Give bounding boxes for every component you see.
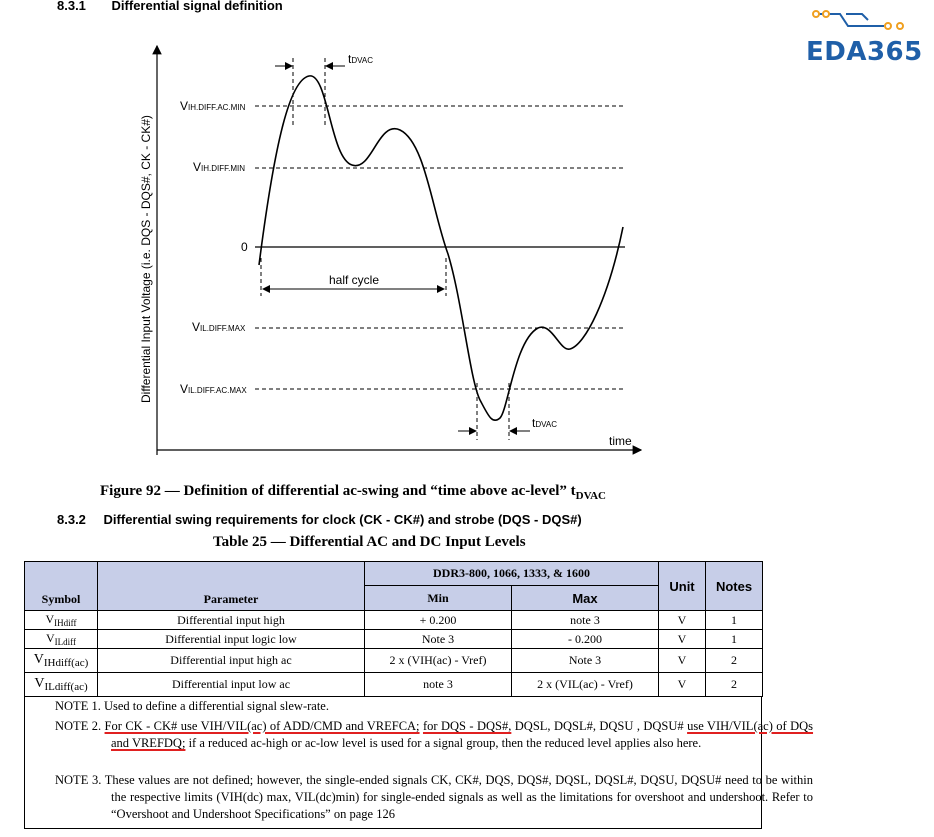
note-2 <box>55 718 813 752</box>
min-cell: note 3 <box>365 673 512 697</box>
header-symbol: Symbol <box>25 562 98 611</box>
note-text: These values are not defined; however, the single-ended signals CK, CK#, DQS, DQS#, DQSL, DQSL#, DQSU, DQSU# need to be within the respective limits (VIH(dc) max, VIL(dc)min) for single-ended signals as well as the limitations for overshoot and undershoot. Refer to “Overshoot and Undershoot Specifications” on page 126 <box>104 773 813 821</box>
figure-caption: Figure 92 — Definition of differential ac-swing and “time above ac-level” $t_{DVAC}$ <box>100 483 606 502</box>
parameter-cell: Differential input logic low <box>98 630 365 649</box>
x-axis-label: time <box>609 434 632 448</box>
note-2-dqs-text: for DQS - DQS#, <box>422 719 512 733</box>
section-8-3-2-heading <box>57 512 582 527</box>
symbol-cell: $V_{ILdiff}$ <box>25 630 98 649</box>
unit-cell: V <box>659 630 706 649</box>
table-row <box>25 630 763 649</box>
header-parameter: Parameter <box>98 562 365 611</box>
min-cell: + 0.200 <box>365 611 512 630</box>
table-caption: Table 25 — Differential AC and DC Input Levels <box>213 534 526 550</box>
min-cell: Note 3 <box>365 630 512 649</box>
section-title: Differential signal definition <box>111 0 283 13</box>
note-label: NOTE 3. <box>55 773 102 787</box>
unit-cell: V <box>659 673 706 697</box>
table-row <box>25 611 763 630</box>
note-2-reduced-text: if a reduced ac-high or ac-low level is used for a signal group, then the reduced level applies also here. <box>188 736 702 750</box>
logo-text: EDA365 <box>806 37 923 67</box>
note-label: NOTE 1. <box>55 699 101 713</box>
header-speed-grades: DDR3-800, 1066, 1333, & 1600 <box>365 562 659 586</box>
notes-cell: 1 <box>706 630 763 649</box>
section-number: 8.3.1 <box>57 0 86 13</box>
min-cell: 2 x (VIH(ac) - Vref) <box>365 649 512 673</box>
note-1 <box>55 698 757 715</box>
tdvac-top-label: tDVAC <box>348 52 373 66</box>
parameter-cell: Differential input high ac <box>98 649 365 673</box>
table-notes <box>24 697 814 829</box>
header-max: Max <box>512 586 659 611</box>
differential-waveform <box>259 76 623 420</box>
differential-levels-table <box>24 561 763 697</box>
notes-cell: 2 <box>706 649 763 673</box>
header-notes: Notes <box>706 562 763 611</box>
note-text: Used to define a differential signal slew-rate. <box>103 699 329 713</box>
unit-cell: V <box>659 649 706 673</box>
table-row <box>25 649 763 673</box>
note-2-dqsl-text: DQSL, DQSL#, DQSU , DQSU# <box>514 719 684 733</box>
max-cell: 2 x (VIL(ac) - Vref) <box>512 673 659 697</box>
note-3 <box>55 772 813 823</box>
unit-cell: V <box>659 611 706 630</box>
section-title: Differential swing requirements for clock (CK - CK#) and strobe (DQS - DQS#) <box>103 512 582 527</box>
symbol-cell: $V_{ILdiff(ac)}$ <box>25 673 98 697</box>
notes-cell: 2 <box>706 673 763 697</box>
note-2-vref-text: use VIH/VIL(ac) of DQs and VREFDQ; <box>111 719 814 750</box>
parameter-cell: Differential input high <box>98 611 365 630</box>
vih-dc-label: VIH.DIFF.MIN <box>193 160 246 174</box>
vil-dc-label: VIL.DIFF.MAX <box>192 320 246 334</box>
header-unit: Unit <box>659 562 706 611</box>
max-cell: note 3 <box>512 611 659 630</box>
note-2-ck-text: For CK - CK# use VIH/VIL(ac) of ADD/CMD and VREFCA; <box>104 719 420 733</box>
max-cell: Note 3 <box>512 649 659 673</box>
tdvac-bottom-label: tDVAC <box>532 416 557 430</box>
notes-cell: 1 <box>706 611 763 630</box>
zero-label: 0 <box>241 240 248 254</box>
table-row <box>25 673 763 697</box>
max-cell: - 0.200 <box>512 630 659 649</box>
symbol-cell: $V_{IHdiff}$ <box>25 611 98 630</box>
half-cycle-label: half cycle <box>329 273 380 287</box>
vil-ac-label: VIL.DIFF.AC.MAX <box>180 382 247 396</box>
note-label: NOTE 2. <box>55 719 102 733</box>
header-min: Min <box>365 586 512 611</box>
symbol-cell: $V_{IHdiff(ac)}$ <box>25 649 98 673</box>
parameter-cell: Differential input low ac <box>98 673 365 697</box>
section-number: 8.3.2 <box>57 512 86 527</box>
vih-ac-label: VIH.DIFF.AC.MIN <box>180 99 246 113</box>
